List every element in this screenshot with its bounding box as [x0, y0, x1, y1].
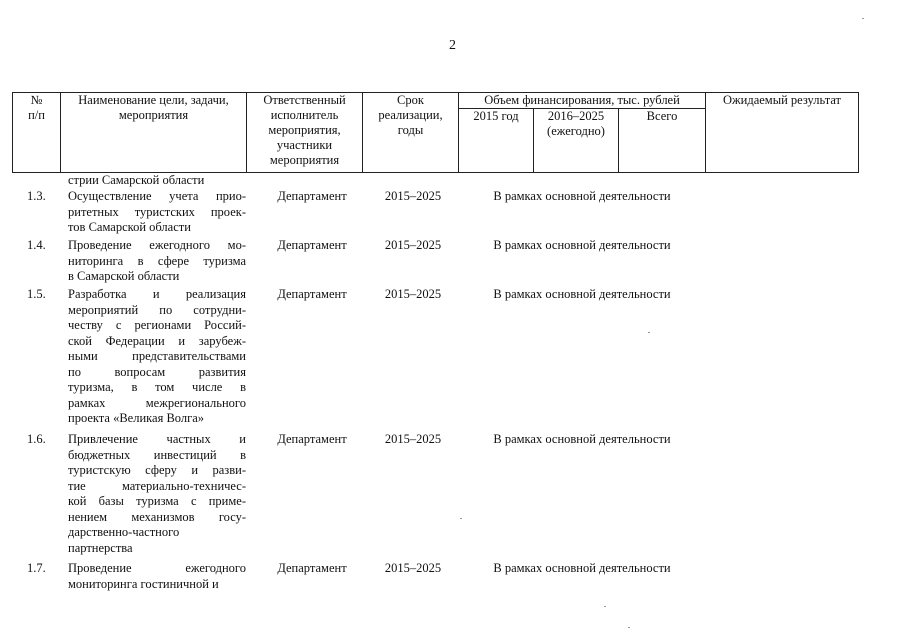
row-name: Привлечение частных и бюджетных инвестиций в туристскую сферу и разви- тие материально-техничес- кой базы туризма с приме- нением механизмов госу- дарственно-частного партнерства	[68, 432, 246, 555]
page-number: 2	[449, 38, 456, 53]
row-executor: Департамент	[277, 432, 347, 446]
scan-speck	[460, 518, 462, 519]
row-term: 2015–2025	[384, 432, 442, 446]
header-term: Срок реализации, годы	[378, 93, 443, 137]
row-executor: Департамент	[277, 561, 347, 575]
row-financing: В рамках основной деятельности	[493, 432, 671, 446]
row-executor: Департамент	[277, 238, 347, 252]
table-row	[0, 561, 905, 595]
header-financing: Объем финансирования, тыс. рублей	[484, 93, 680, 107]
header-fin-total: Всего	[646, 109, 678, 123]
row-term: 2015–2025	[384, 189, 442, 203]
row-financing: В рамках основной деятельности	[493, 561, 671, 575]
scan-speck	[604, 606, 606, 607]
header-fin-2015: 2015 год	[473, 109, 519, 123]
continuation-text: стрии Самарской области	[68, 173, 205, 187]
header-result: Ожидаемый результат	[722, 93, 842, 107]
row-term: 2015–2025	[384, 238, 442, 252]
row-name: Разработка и реализация мероприятий по сотрудни- честву с регионами Россий- ской Федерации и зарубеж- ными представительствами по вопросам развития туризма, в том числе в рамках межрегионального проекта «Великая Волга»	[68, 287, 246, 425]
table-row	[0, 189, 905, 236]
scan-speck	[862, 18, 864, 19]
header-executor: Ответственный исполнитель мероприятия, участники мероприятия	[263, 93, 346, 167]
row-number: 1.3.	[27, 189, 46, 203]
row-name: Осуществление учета прио- ритетных туристских проек- тов Самарской области	[68, 189, 246, 234]
table-header	[12, 92, 859, 172]
table-row	[0, 432, 905, 558]
table-row	[0, 238, 905, 285]
row-executor: Департамент	[277, 287, 347, 301]
row-number: 1.6.	[27, 432, 46, 446]
row-financing: В рамках основной деятельности	[493, 238, 671, 252]
row-name: Проведение ежегодного мо- ниторинга в сфере туризма в Самарской области	[68, 238, 246, 283]
row-number: 1.5.	[27, 287, 46, 301]
header-fin-2016-2025: 2016–2025 (ежегодно)	[547, 109, 605, 138]
row-executor: Департамент	[277, 189, 347, 203]
row-name: Проведение ежегодного мониторинга гостиничной и	[68, 561, 246, 591]
table-row	[0, 287, 905, 427]
row-number: 1.7.	[27, 561, 46, 575]
row-term: 2015–2025	[384, 561, 442, 575]
header-num: № п/п	[28, 93, 45, 122]
row-term: 2015–2025	[384, 287, 442, 301]
row-number: 1.4.	[27, 238, 46, 252]
scan-speck	[628, 627, 630, 628]
row-financing: В рамках основной деятельности	[493, 189, 671, 203]
row-financing: В рамках основной деятельности	[493, 287, 671, 301]
header-name: Наименование цели, задачи, мероприятия	[78, 93, 229, 122]
scan-speck	[648, 332, 650, 333]
